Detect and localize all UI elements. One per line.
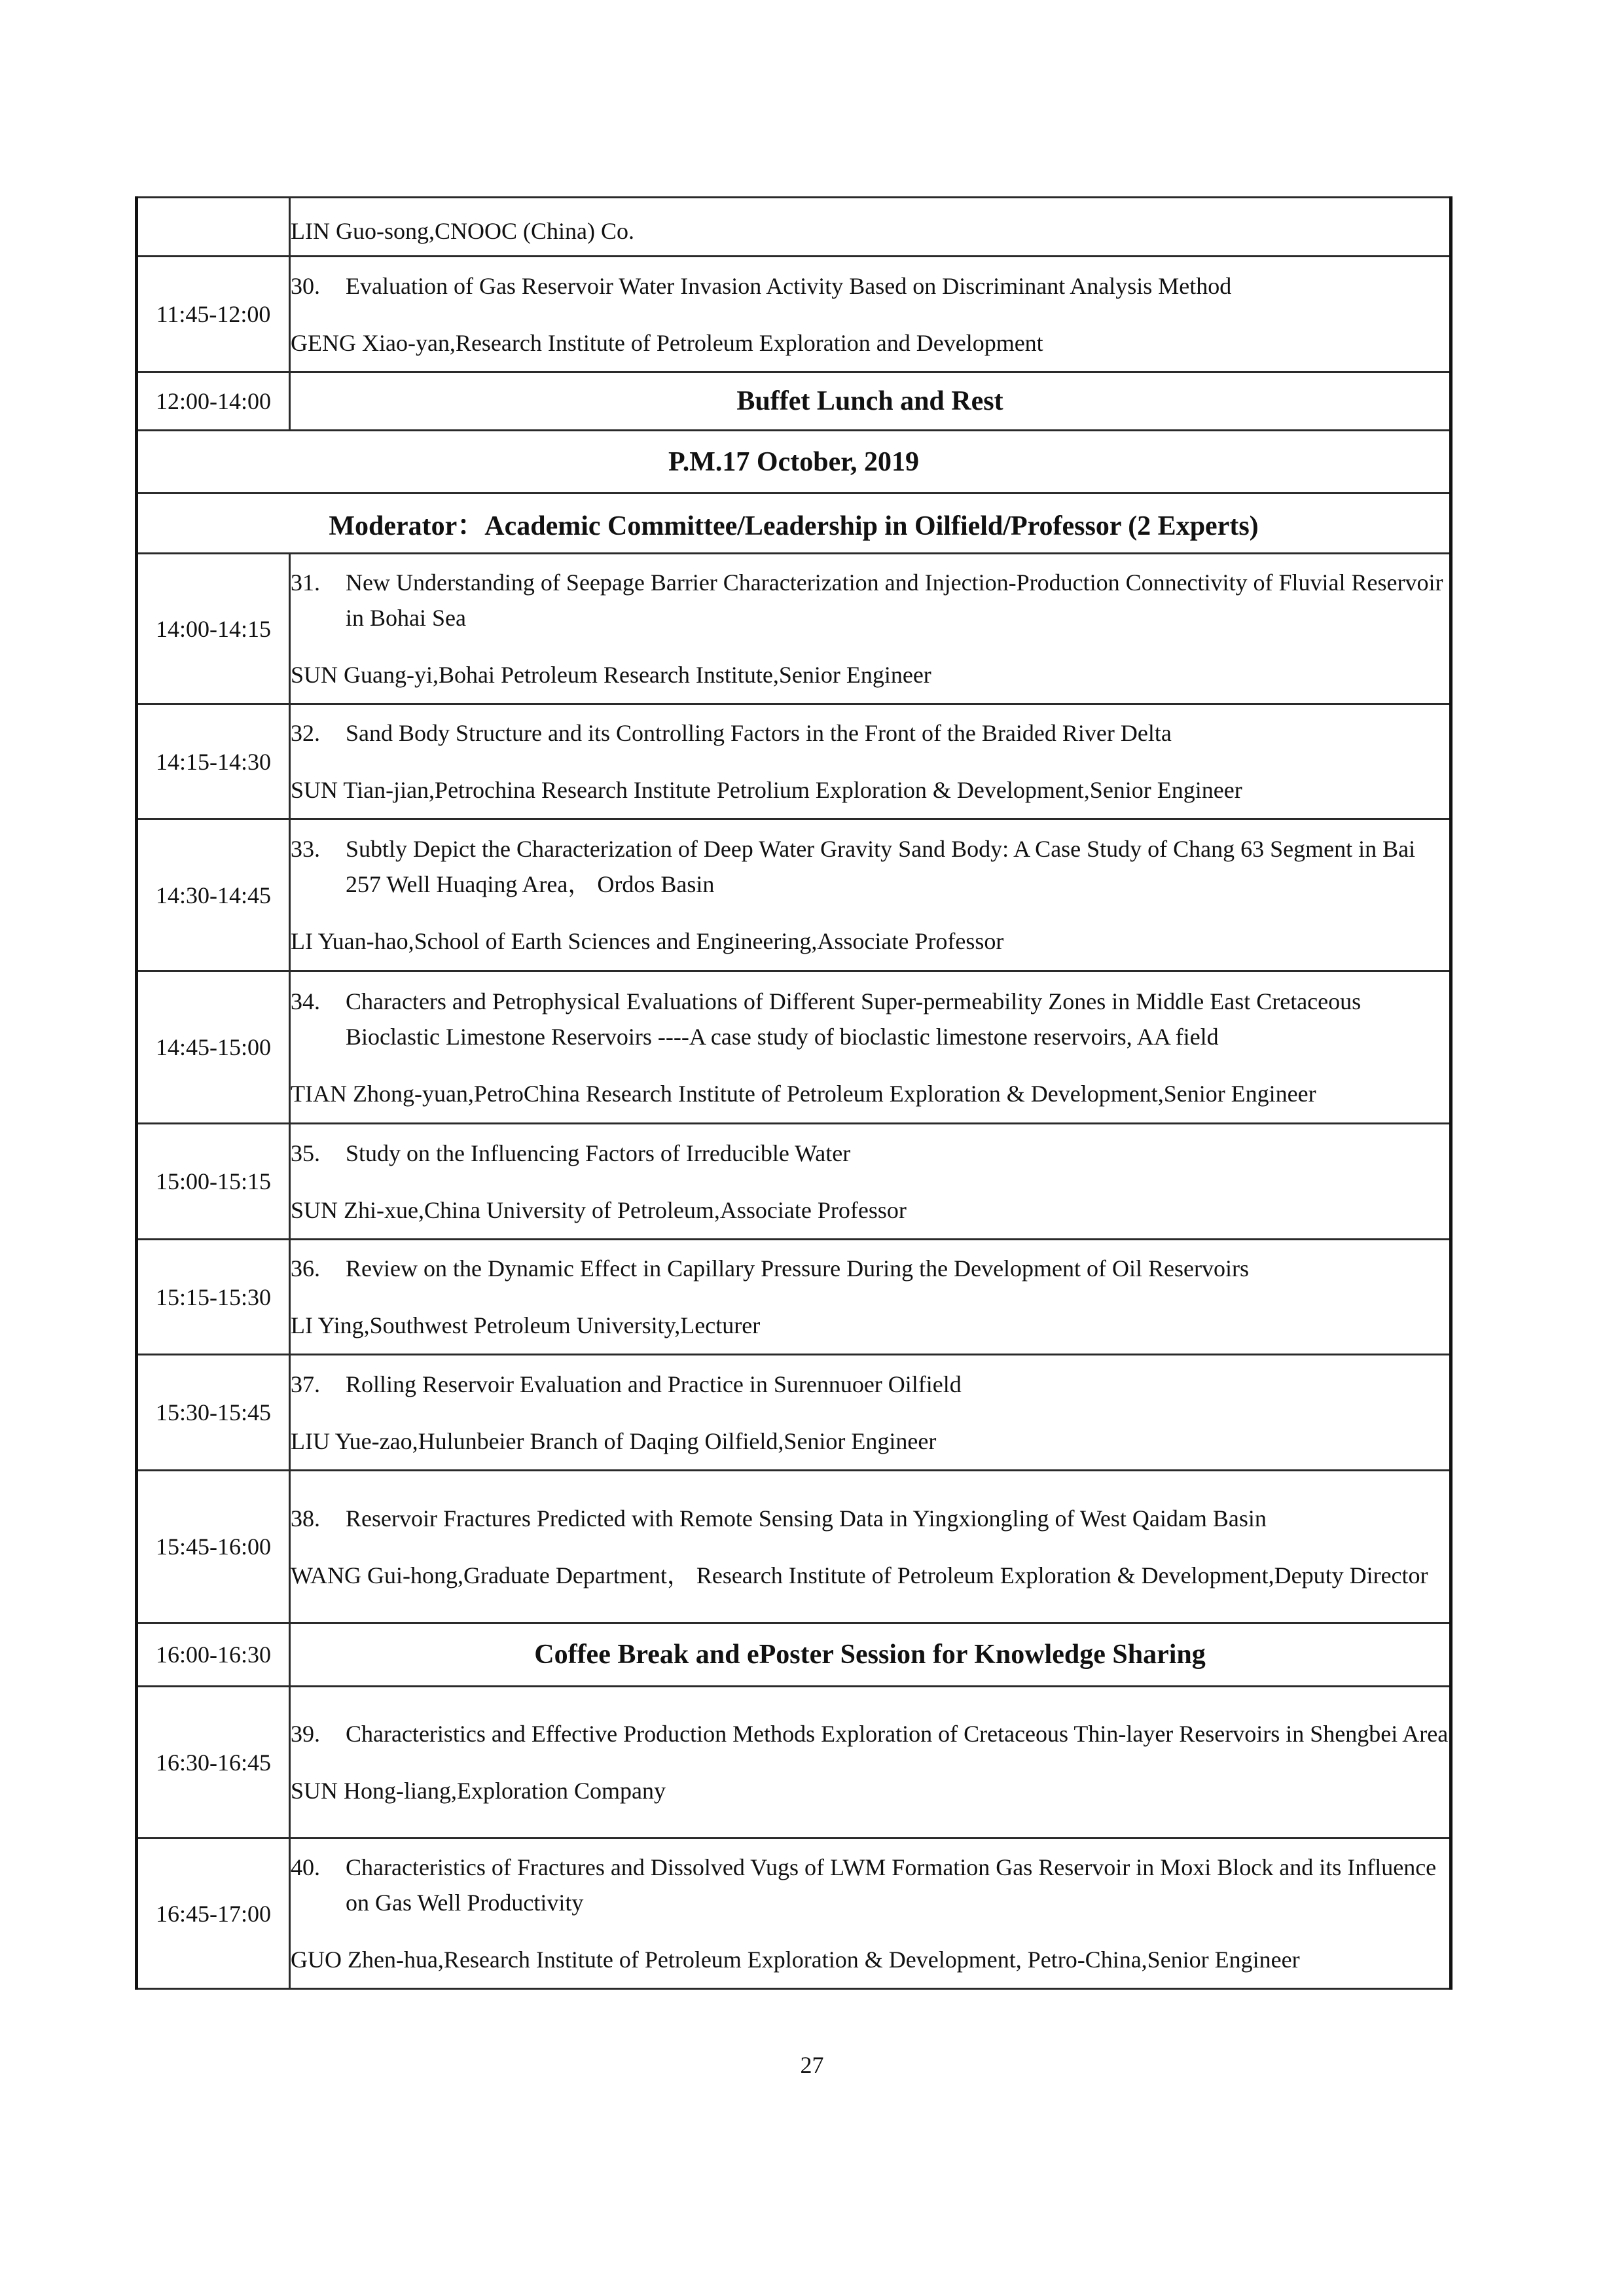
talk-number: 30. (291, 272, 320, 299)
presenter-info: GUO Zhen-hua,Research Institute of Petroleum Exploration & Development, Petro-China,Senior Engineer (291, 1946, 1300, 1973)
moderator-line: Moderator：Academic Committee/Leadership in Oilfield/Professor (2 Experts) (137, 493, 1451, 554)
talk-number: 39. (291, 1721, 320, 1747)
talk-title-text: Subtly Depict the Characterization of Deep Water Gravity Sand Body: A Case Study of Chang 63 Segment in Bai 257 Well Huaqing Area， Ordos Basin (346, 836, 1416, 897)
talk-title (291, 565, 1449, 636)
talk-title (291, 1850, 1449, 1920)
time-cell: 16:00-16:30 (137, 1623, 290, 1687)
content-cell (290, 704, 1451, 819)
time-cell: 15:15-15:30 (137, 1240, 290, 1355)
talk-title-text: Evaluation of Gas Reservoir Water Invasion Activity Based on Discriminant Analysis Method (346, 272, 1232, 299)
talk-title (291, 715, 1449, 751)
presenter-info: LI Yuan-hao,School of Earth Sciences and Engineering,Associate Professor (291, 928, 1004, 954)
presenter-info: SUN Zhi-xue,China University of Petroleum,Associate Professor (291, 1196, 907, 1223)
talk-number: 34. (291, 988, 320, 1014)
coffee-break-label: Coffee Break and ePoster Session for Knowledge Sharing (290, 1623, 1451, 1687)
table-row-session-header (137, 431, 1451, 493)
schedule-table (135, 196, 1453, 1990)
table-row (137, 1839, 1451, 1989)
talk-title (291, 1716, 1449, 1751)
presenter-info: GENG Xiao-yan,Research Institute of Petroleum Exploration and Development (291, 329, 1043, 356)
time-cell: 15:00-15:15 (137, 1124, 290, 1240)
content-cell (290, 1839, 1451, 1989)
presenter-info: TIAN Zhong-yuan,PetroChina Research Institute of Petroleum Exploration & Development,Senior Engineer (291, 1080, 1316, 1107)
presenter-info: SUN Guang-yi,Bohai Petroleum Research Institute,Senior Engineer (291, 662, 931, 688)
talk-title-text: Review on the Dynamic Effect in Capillary Pressure During the Development of Oil Reservoirs (346, 1255, 1249, 1282)
talk-title-text: Rolling Reservoir Evaluation and Practice in Surennuoer Oilfield (346, 1371, 962, 1397)
time-cell: 16:30-16:45 (137, 1687, 290, 1839)
time-cell: 14:00-14:15 (137, 554, 290, 704)
talk-number: 38. (291, 1505, 320, 1532)
talk-number: 31. (291, 569, 320, 596)
talk-title-text: Characters and Petrophysical Evaluations of Different Super-permeability Zones in Middle East Cretaceous Bioclastic Limestone Reservoirs ----A case study of bioclastic limestone reservoirs, AA field (346, 988, 1362, 1050)
table-row-moderator (137, 493, 1451, 554)
presenter-info: SUN Tian-jian,Petrochina Research Institute Petrolium Exploration & Development,Senior Engineer (291, 777, 1242, 803)
table-row (137, 704, 1451, 819)
talk-number: 36. (291, 1255, 320, 1282)
table-row-lunch (137, 372, 1451, 431)
content-cell (290, 554, 1451, 704)
time-cell: 15:30-15:45 (137, 1355, 290, 1471)
time-cell: 14:15-14:30 (137, 704, 290, 819)
table-row (137, 1355, 1451, 1471)
time-cell: 14:30-14:45 (137, 819, 290, 971)
talk-number: 35. (291, 1139, 320, 1166)
talk-number: 33. (291, 836, 320, 862)
table-row (137, 819, 1451, 971)
table-row (137, 1240, 1451, 1355)
table-row (137, 1471, 1451, 1623)
presenter-info: LI Ying,Southwest Petroleum University,Lecturer (291, 1312, 761, 1338)
table-row-coffee-break (137, 1623, 1451, 1687)
content-cell (290, 1124, 1451, 1240)
talk-title-text: Characteristics of Fractures and Dissolved Vugs of LWM Formation Gas Reservoir in Moxi Block and its Influence on Gas Well Productivity (346, 1854, 1437, 1916)
talk-title (291, 1251, 1449, 1286)
content-cell (290, 257, 1451, 372)
talk-title-text: Reservoir Fractures Predicted with Remote Sensing Data in Yingxiongling of West Qaidam Basin (346, 1505, 1267, 1532)
talk-title-text: Characteristics and Effective Production Methods Exploration of Cretaceous Thin-layer Reservoirs in Shengbei Area (346, 1721, 1449, 1747)
content-cell (290, 198, 1451, 257)
talk-number: 37. (291, 1371, 320, 1397)
presenter-info: SUN Hong-liang,Exploration Company (291, 1778, 666, 1804)
presenter-info: LIU Yue-zao,Hulunbeier Branch of Daqing Oilfield,Senior Engineer (291, 1427, 937, 1454)
content-cell (290, 971, 1451, 1124)
table-row-continued (137, 198, 1451, 257)
talk-title (291, 1501, 1449, 1536)
talk-title (291, 831, 1449, 902)
talk-title (291, 984, 1449, 1054)
session-header: P.M.17 October, 2019 (137, 431, 1451, 493)
talk-title-text: Study on the Influencing Factors of Irreducible Water (346, 1139, 851, 1166)
talk-title (291, 1136, 1449, 1171)
time-cell (137, 198, 290, 257)
time-cell: 16:45-17:00 (137, 1839, 290, 1989)
page-number: 27 (800, 2052, 824, 2078)
talk-title-text: New Understanding of Seepage Barrier Characterization and Injection-Production Connectivity of Fluvial Reservoir in Bohai Sea (346, 569, 1443, 631)
table-row (137, 1124, 1451, 1240)
content-cell (290, 1471, 1451, 1623)
time-cell: 12:00-14:00 (137, 372, 290, 431)
content-cell (290, 1687, 1451, 1839)
table-row (137, 1687, 1451, 1839)
talk-title (291, 268, 1449, 304)
content-cell (290, 1355, 1451, 1471)
table-row (137, 554, 1451, 704)
lunch-label: Buffet Lunch and Rest (290, 372, 1451, 431)
talk-title-text: Sand Body Structure and its Controlling Factors in the Front of the Braided River Delta (346, 720, 1172, 746)
time-cell: 15:45-16:00 (137, 1471, 290, 1623)
time-cell: 14:45-15:00 (137, 971, 290, 1124)
time-cell: 11:45-12:00 (137, 257, 290, 372)
content-cell (290, 1240, 1451, 1355)
table-row (137, 971, 1451, 1124)
presenter-info: LIN Guo-song,CNOOC (China) Co. (291, 217, 634, 244)
talk-title (291, 1367, 1449, 1402)
content-cell (290, 819, 1451, 971)
presenter-info: WANG Gui-hong,Graduate Department， Research Institute of Petroleum Exploration & Development,Deputy Director (291, 1562, 1428, 1588)
talk-number: 40. (291, 1854, 320, 1880)
table-row (137, 257, 1451, 372)
talk-number: 32. (291, 720, 320, 746)
